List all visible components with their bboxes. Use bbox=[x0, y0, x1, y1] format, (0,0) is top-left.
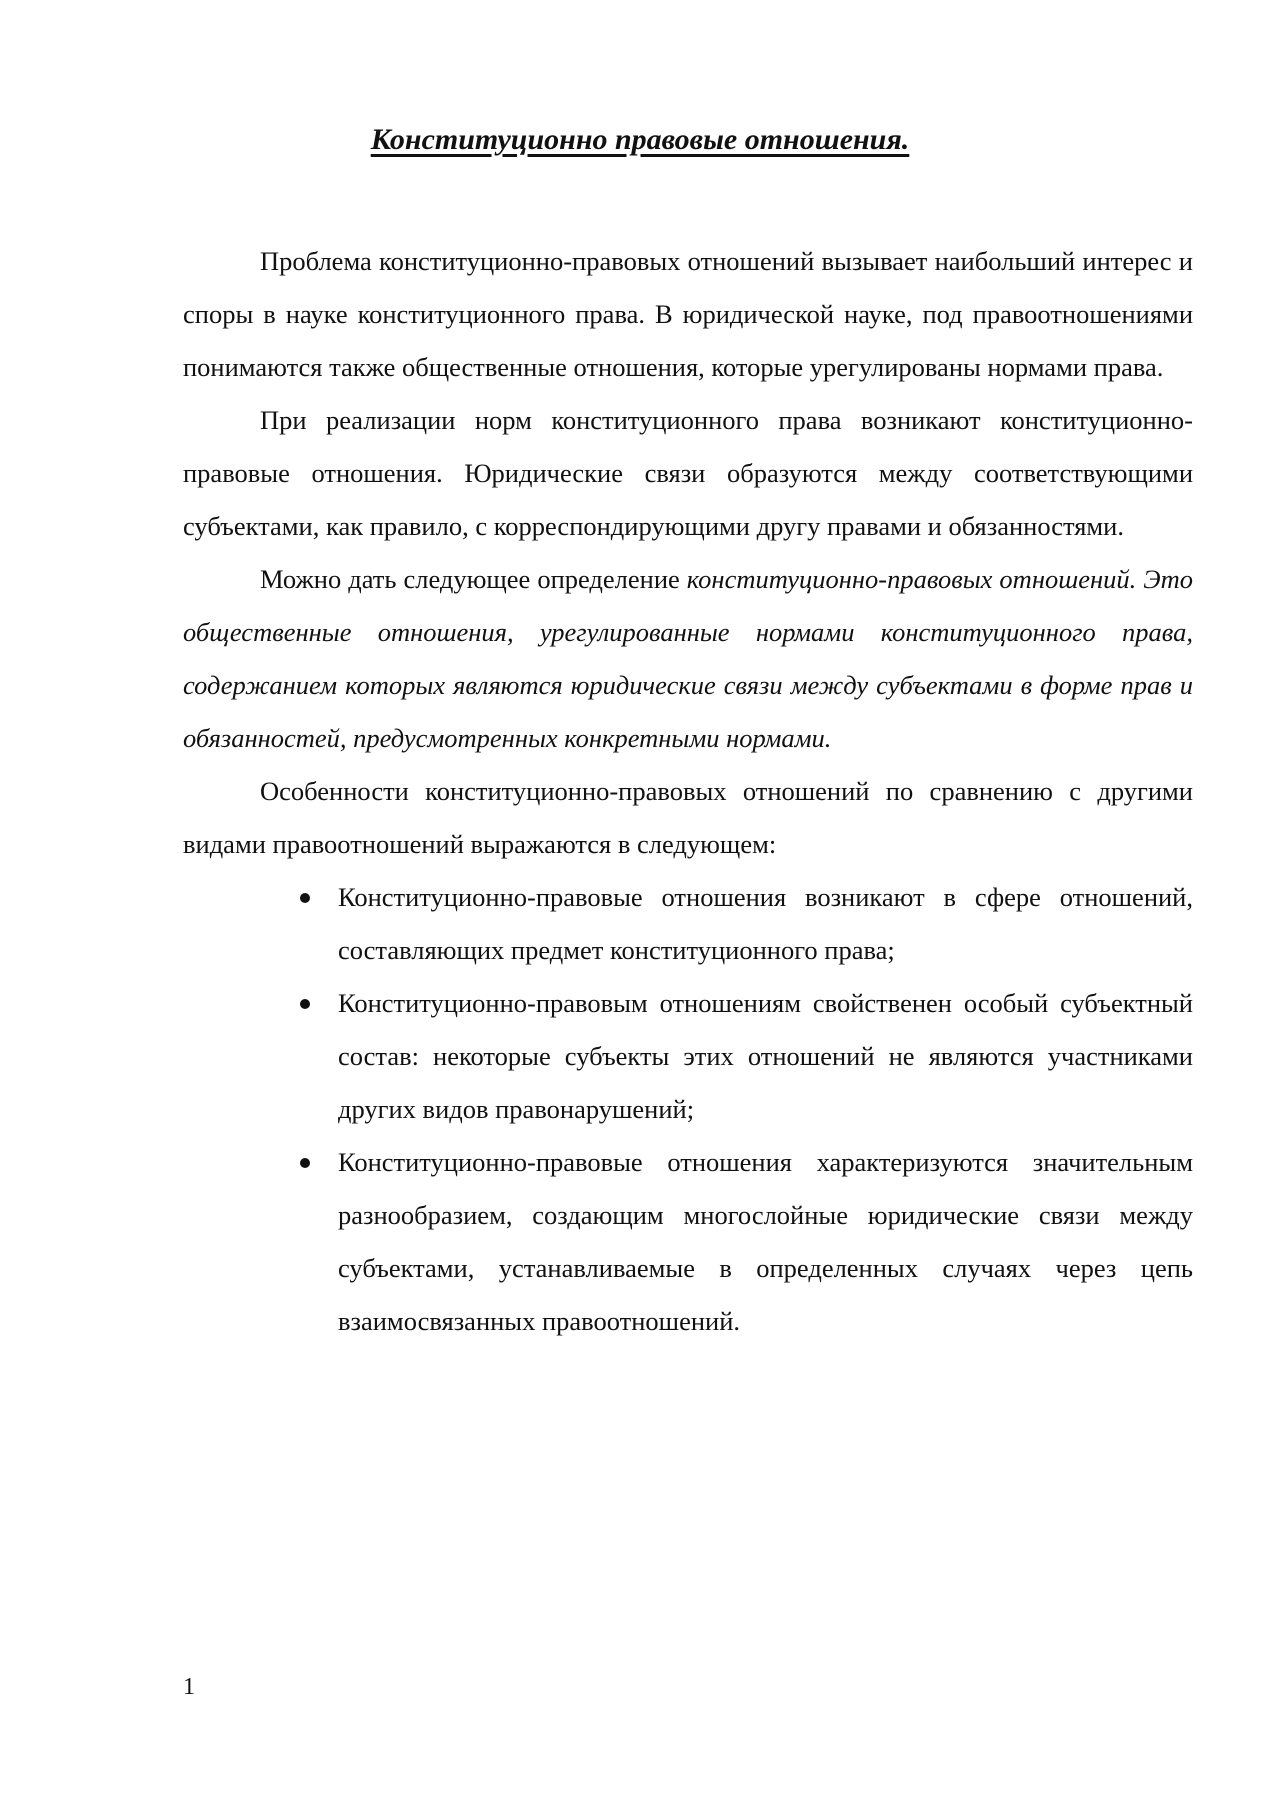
list-item-text: Конституционно-правовые отношения возникают в сфере отношений, составляющих предмет конституционного права; bbox=[338, 882, 1193, 965]
paragraph-intro: Проблема конституционно-правовых отношений вызывает наибольший интерес и споры в науке конституционного права. В юридической науке, под правоотношениями понимаются также общественные отношения, которые урегулированы нормами права. bbox=[183, 246, 1193, 382]
list-item bbox=[338, 1136, 1193, 1348]
features-list bbox=[183, 871, 1193, 1348]
paragraph-definition bbox=[183, 553, 1193, 765]
bullet-icon bbox=[300, 893, 310, 903]
document-body bbox=[183, 235, 1193, 1348]
list-item-text: Конституционно-правовые отношения характеризуются значительным разнообразием, создающим многослойные юридические связи между субъектами, устанавливаемые в определенных случаях через цепь взаимосвязанных правоотношений. bbox=[338, 1147, 1193, 1336]
page-number: 1 bbox=[183, 1674, 195, 1700]
document-title: Конституционно правовые отношения. bbox=[370, 123, 910, 156]
list-item bbox=[338, 871, 1193, 977]
list-item bbox=[338, 977, 1193, 1136]
paragraph-features-intro: Особенности конституционно-правовых отношений по сравнению с другими видами правоотношений выражаются в следующем: bbox=[183, 776, 1193, 859]
definition-italic-text: конституционно-правовых отношений. Это общественные отношения, урегулированные нормами конституционного права, содержанием которых являются юридические связи между субъектами в форме прав и обязанностей, предусмотренных конкретными нормами. bbox=[183, 564, 1193, 753]
bullet-icon bbox=[300, 999, 310, 1009]
bullet-icon bbox=[300, 1158, 310, 1168]
list-item-text: Конституционно-правовым отношениям свойственен особый субъектный состав: некоторые субъекты этих отношений не являются участниками других видов правонарушений; bbox=[338, 988, 1193, 1124]
paragraph-realization: При реализации норм конституционного права возникают конституционно-правовые отношения. Юридические связи образуются между соответствующими субъектами, как правило, с корреспондирующими другу правами и обязанностями. bbox=[183, 405, 1193, 541]
definition-lead: Можно дать следующее определение bbox=[260, 564, 687, 594]
